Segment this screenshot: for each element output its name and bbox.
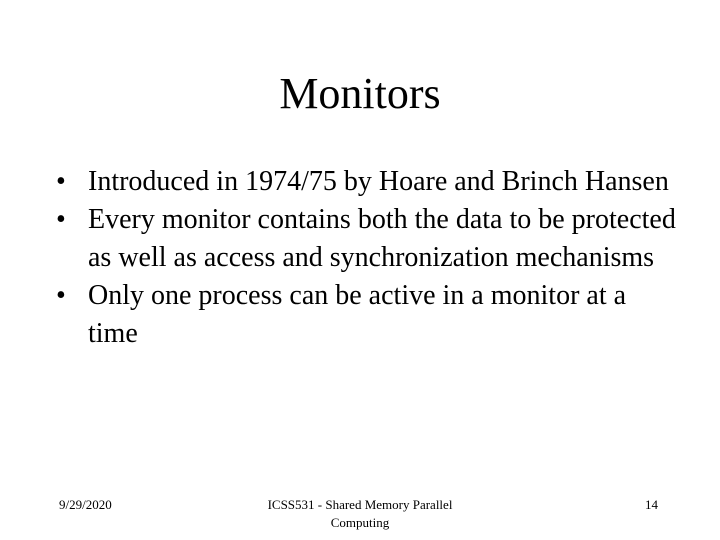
bullet-item	[56, 163, 676, 201]
footer-course-line1: ICSS531 - Shared Memory Parallel	[267, 497, 453, 512]
bullet-marker: •	[56, 204, 66, 235]
bullet-list	[56, 163, 676, 353]
bullet-marker: •	[56, 166, 66, 197]
footer-course-title	[240, 496, 480, 532]
bullet-text: Every monitor contains both the data to be protected as well as access and synchronization mechanisms	[88, 204, 676, 273]
page-number: 14	[645, 497, 658, 512]
bullet-marker: •	[56, 280, 66, 311]
bullet-text: Only one process can be active in a monitor at a time	[88, 280, 627, 349]
bullet-item	[56, 277, 676, 353]
slide-title: Monitors	[279, 69, 441, 118]
bullet-text: Introduced in 1974/75 by Hoare and Brinch Hansen	[88, 166, 669, 197]
footer-date: 9/29/2020	[59, 497, 112, 512]
footer-course-line2: Computing	[330, 515, 390, 530]
bullet-item	[56, 201, 676, 277]
